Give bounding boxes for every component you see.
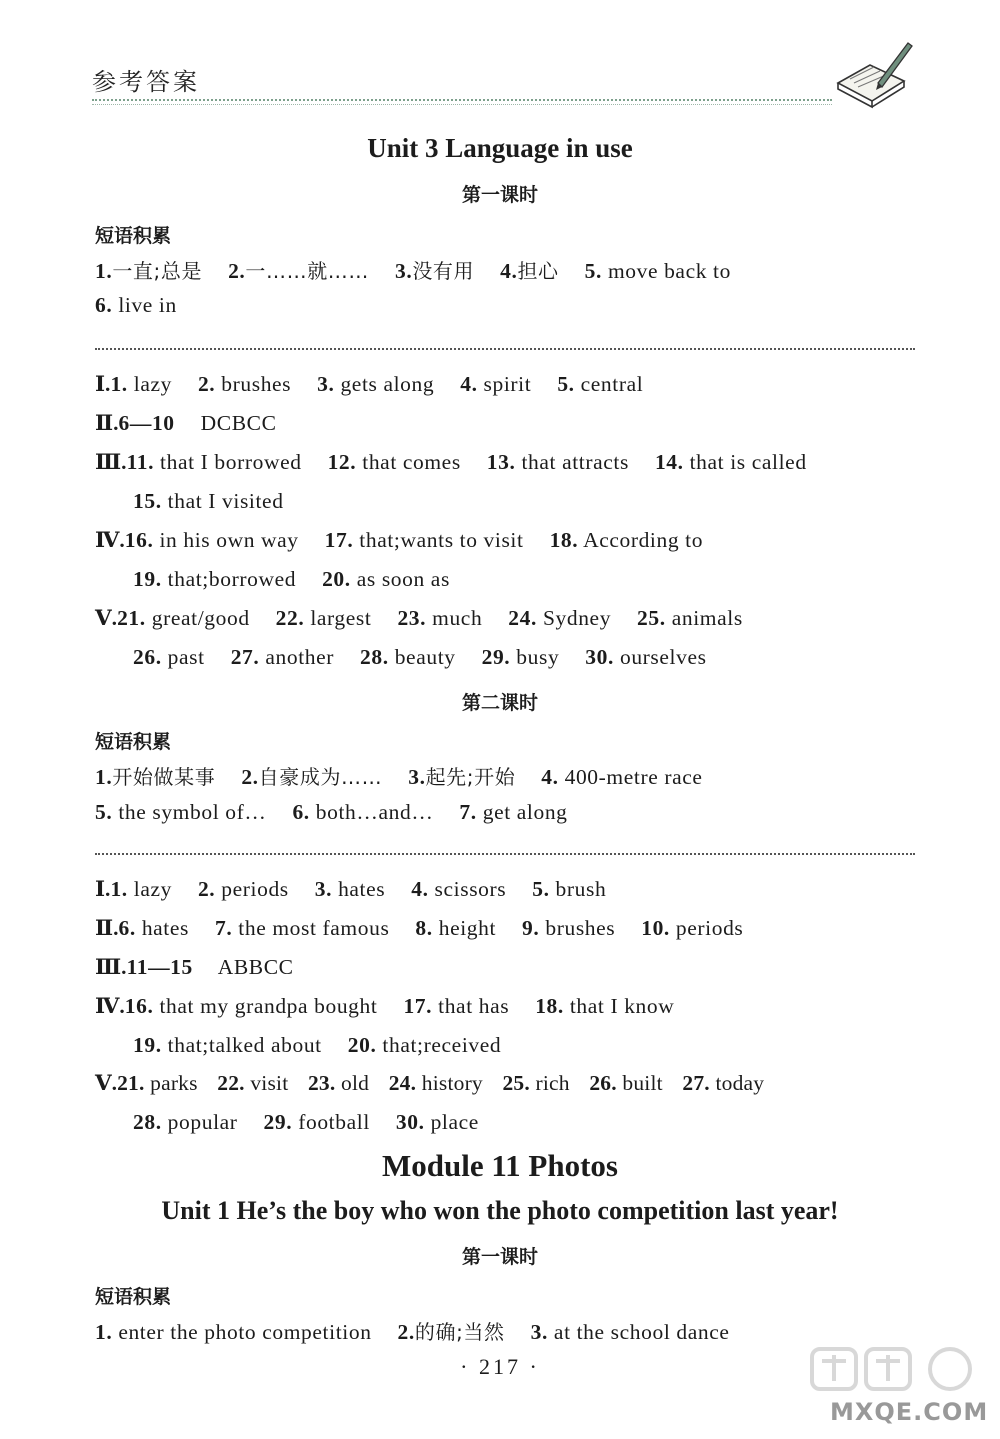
answer-line: Ⅱ.6. hates 7. the most famous 8. height 9. brushes 10. periods <box>95 916 744 940</box>
header-divider <box>92 99 832 101</box>
answer-line: Ⅰ.1. lazy 2. periods 3. hates 4. scissors 5. brush <box>95 877 607 901</box>
section-divider <box>95 348 915 350</box>
phrase-line: 1.一直;总是 2.一……就…… 3.没有用 4.担心 5. move back to <box>95 259 731 283</box>
answer-line: Ⅰ.1. lazy 2. brushes 3. gets along 4. spirit 5. central <box>95 372 644 396</box>
section-divider <box>95 853 915 855</box>
phrase-heading: 短语积累 <box>95 225 172 247</box>
answer-line: Ⅱ.6—10 DCBCC <box>95 411 277 435</box>
lesson-label: 第一课时 <box>461 184 538 206</box>
answer-line: Ⅳ.16. in his own way 17. that;wants to visit 18. According to <box>95 528 704 552</box>
page-number: · 217 · <box>460 1354 540 1379</box>
unit-title: Unit 1 He’s the boy who won the photo competition last year! <box>161 1196 839 1225</box>
phrase-heading: 短语积累 <box>95 1286 172 1308</box>
answer-line: Ⅲ.11—15 ABBCC <box>95 955 294 979</box>
header-divider-secondary <box>92 104 832 105</box>
module-title: Module 11 Photos <box>382 1148 618 1183</box>
phrase-line: 1.开始做某事 2.自豪成为…… 3.起先;开始 4. 400-metre race <box>95 765 703 789</box>
answer-line: 15. that I visited <box>133 489 284 513</box>
phrase-line: 6. live in <box>95 293 177 317</box>
unit-title: Unit 3 Language in use <box>367 133 633 163</box>
lesson-label: 第二课时 <box>461 692 538 714</box>
answer-line: Ⅴ.21. great/good 22. largest 23. much 24. Sydney 25. animals <box>95 606 743 630</box>
answer-line: 19. that;borrowed 20. as soon as <box>133 567 450 591</box>
answer-line: 19. that;talked about 20. that;received <box>133 1033 502 1057</box>
answer-line: Ⅴ.21. parks 22. visit 23. old 24. history 25. rich 26. built 27. today <box>95 1071 765 1095</box>
answer-line: 26. past 27. another 28. beauty 29. busy 30. ourselves <box>133 645 707 669</box>
phrase-line: 5. the symbol of… 6. both…and… 7. get along <box>95 800 568 824</box>
phrase-heading: 短语积累 <box>95 731 172 753</box>
lesson-label: 第一课时 <box>461 1246 538 1268</box>
answer-line: 28. popular 29. football 30. place <box>133 1110 479 1134</box>
watermark-text: MXQE.COM <box>830 1398 989 1426</box>
phrase-line: 1. enter the photo competition 2.的确;当然 3. at the school dance <box>95 1320 730 1344</box>
answer-line: Ⅳ.16. that my grandpa bought 17. that has 18. that I know <box>95 994 675 1018</box>
page-header <box>0 0 1000 115</box>
notebook-pen-icon <box>830 35 920 115</box>
answer-line: Ⅲ.11. that I borrowed 12. that comes 13. that attracts 14. that is called <box>95 450 807 474</box>
header-title: 参考答案 <box>92 68 200 96</box>
